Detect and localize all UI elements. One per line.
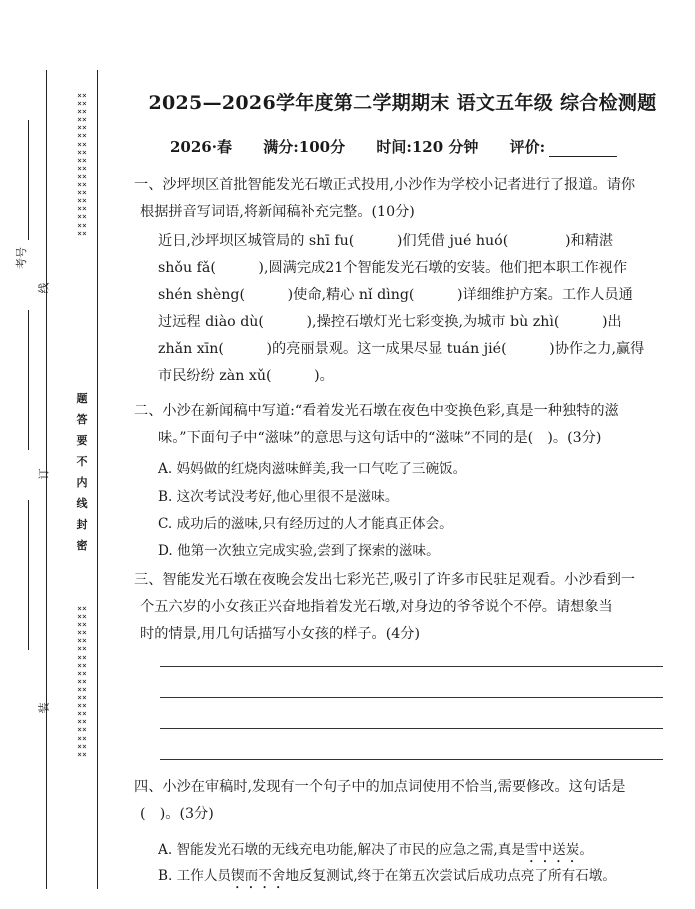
question-4-stem: 四、小沙在审稿时,发现有一个句子中的加点词使用不恰当,需要修改。这句话是 [134,779,626,795]
exam-title: 2025—2026学年度第二学期期末 语文五年级 综合检测题 [148,92,657,114]
answer-line[interactable] [160,728,663,729]
q4-option-b-text: B. 工作人员 [158,868,232,884]
seal-notice [72,386,92,558]
option-d[interactable]: D. 他第一次独立完成实验,尝到了探索的滋味。 [158,543,440,559]
x-column-upper: ×××××××××××××××××××××××××××××××××××× [77,92,87,238]
question-3-stem: 时的情景,用几句话描写小女孩的样子。(4分) [140,626,420,642]
q4-option-b[interactable] [158,864,616,892]
question-2-stem: 二、小沙在新闻稿中写道:“看着发光石墩在夜色中变换色彩,真是一种独特的滋 [134,403,619,419]
seal-char: 内 [76,476,88,489]
question-3-stem: 三、智能发光石墩在夜晚会发出七彩光芒,吸引了许多市民驻足观看。小沙看到一 [134,572,636,588]
option-b[interactable]: B. 这次考试没考好,他心里很不是滋味。 [158,489,399,505]
question-3 [134,567,669,648]
question-1-stem: 一、沙坪坝区首批智能发光石墩正式投用,小沙作为学校小记者进行了报道。请你 [134,177,636,193]
seal-char: 题 [76,392,88,405]
q4-option-a-end: 。 [579,842,593,858]
answer-line[interactable] [160,666,663,667]
question-1 [134,172,669,226]
margin-line-inner [97,70,98,889]
news-passage [134,228,669,390]
passage-line[interactable]: shǒu fǎ( ),圆满完成21个智能发光石墩的安装。他们把本职工作视作 [158,260,628,276]
seal-char: 不 [76,455,88,468]
question-4 [134,774,669,828]
dotted-word: 雪中送炭 [524,842,580,858]
x-column-lower: ×××××××××××××××××××××××××××××××××××××× [77,605,87,759]
question-2-stem[interactable]: 味。”下面句子中“滋味”的意思与这句话中的“滋味”不同的是( )。(3分) [158,430,602,446]
binding-margin [0,0,120,909]
xian-label: 线 [37,282,51,294]
evaluation-label: 评价: [509,138,546,156]
seal-char: 封 [76,518,88,531]
ding-label: 订 [37,468,51,480]
passage-line[interactable]: 过远程 diào dù( ),操控石墩灯光七彩变换,为城市 bù zhì( )出 [158,314,622,330]
term: 2026·春 [170,138,232,156]
margin-blank [28,500,29,650]
answer-line[interactable] [160,697,663,698]
passage-line[interactable]: zhǎn xīn( )的亮丽景观。这一成果尽显 tuán jié( )协作之力,赢得 [158,341,645,357]
option-c[interactable]: C. 成功后的滋味,只有经历过的人才能真正体会。 [158,516,453,532]
seal-char: 要 [76,434,88,447]
evaluation-blank[interactable] [549,142,617,157]
zhuang-label: 装 [37,702,51,714]
question-2 [134,398,669,452]
exam-number-blank [28,120,29,240]
question-1-stem: 根据拼音写词语,将新闻稿补充完整。(10分) [140,204,415,220]
q4-option-a[interactable] [158,838,593,866]
answer-line[interactable] [160,759,663,760]
margin-line-outer [46,70,47,889]
exam-time: 时间:120 分钟 [376,138,479,156]
option-a[interactable]: A. 妈妈做的红烧肉滋味鲜美,我一口气吃了三碗饭。 [158,461,467,477]
margin-blank [28,310,29,450]
q4-option-a-text: A. 智能发光石墩的无线充电功能,解决了市民的应急之需,真是 [158,842,525,858]
exam-meta [170,136,617,157]
passage-line[interactable]: shén shèng( )使命,精心 nǐ dìng( )详细维护方案。工作人员通 [158,287,633,303]
q4-option-b-end: 地反复测试,终于在第五次尝试后成功点亮了所有石墩。 [285,868,616,884]
full-score: 满分:100分 [263,138,346,156]
dotted-word: 锲而不舍 [231,868,286,884]
passage-line[interactable]: 近日,沙坪坝区城管局的 shī fu( )们凭借 jué huó( )和精湛 [158,233,614,249]
seal-char: 线 [76,497,88,510]
question-3-stem: 个五六岁的小女孩正兴奋地指着发光石墩,对身边的爷爷说个不停。请想象当 [140,599,613,615]
passage-line[interactable]: 市民纷纷 zàn xǔ( )。 [158,368,334,384]
exam-number-label: 考号 [15,247,28,269]
seal-char: 答 [76,413,88,426]
question-4-stem[interactable]: ( )。(3分) [140,806,214,822]
seal-char: 密 [76,539,88,552]
